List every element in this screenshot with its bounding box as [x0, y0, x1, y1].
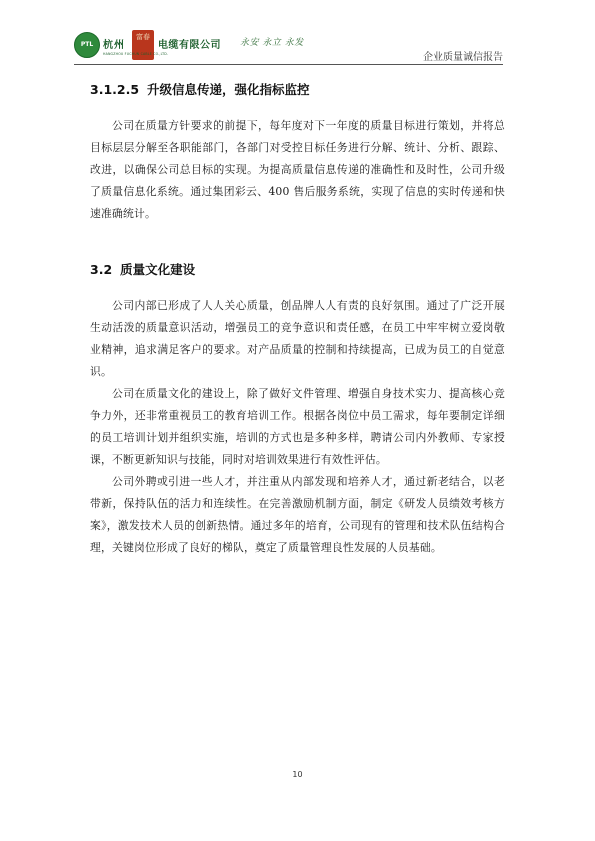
company-logo-icon	[74, 32, 100, 58]
section-number: 3.1.2.5	[90, 82, 140, 97]
section-heading	[90, 80, 505, 98]
logo-company-name: 电缆有限公司	[158, 40, 221, 51]
body-paragraph: 公司外聘或引进一些人才，并注重从内部发现和培养人才，通过新老结合，以老带新，保持队伍的活力和连续性。在完善激励机制方面，制定《研发人员绩效考核方案》，激发技术人员的创新热情。通过多年的培育，公司现有的管理和技术队伍结构合理，关键岗位形成了良好的梯队，奠定了质量管理良性发展的人员基础。	[90, 475, 505, 554]
body-paragraph: 公司在质量文化的建设上，除了做好文件管理、增强自身技术实力、提高核心竞争力外，还非常重视员工的教育培训工作。根据各岗位中员工需求，每年要制定详细的员工培训计划并组织实施，培训的方式也是多种多样，聘请公司内外教师、专家授课，不断更新知识与技能，同时对培训效果进行有效性评估。	[90, 387, 505, 466]
logo-seal-text: 富春	[136, 33, 150, 41]
page-header	[74, 30, 503, 64]
section-title: 升级信息传递，强化指标监控	[147, 82, 310, 97]
logo-badge-text: PTL	[80, 41, 94, 48]
header-divider	[74, 64, 503, 65]
logo-slogan: 永安 永立 永发	[240, 38, 304, 48]
logo-city-name: 杭州	[103, 40, 125, 51]
section-3-2-body	[90, 295, 505, 559]
section-title: 质量文化建设	[120, 262, 196, 277]
section-3-1-2-5-body	[90, 115, 505, 225]
section-number: 3.2	[90, 262, 113, 277]
logo-english-name: HANGZHOU FUCHUN CABLE CO.,LTD.	[103, 52, 169, 56]
body-paragraph: 公司内部已形成了人人关心质量，创品牌人人有责的良好氛围。通过了广泛开展生动活泼的质量意识活动，增强员工的竞争意识和责任感，在员工中牢牢树立爱岗敬业精神，追求满足客户的要求。对产品质量的控制和持续提高，已成为员工的自觉意识。	[90, 299, 505, 378]
section-3-2	[90, 260, 505, 278]
page-number: 10	[292, 770, 303, 779]
body-paragraph: 公司在质量方针要求的前提下，每年度对下一年度的质量目标进行策划，并将总目标层层分解至各职能部门，各部门对受控目标任务进行分解、统计、分析、跟踪、改进，以确保公司总目标的实现。为提高质量信息传递的准确性和及时性，公司升级了质量信息化系统。通过集团彩云、400 售后服务系统，实现了信息的实时传递和快速准确统计。	[90, 119, 505, 220]
report-title: 企业质量诚信报告	[423, 52, 503, 63]
section-heading	[90, 260, 505, 278]
section-3-1-2-5	[90, 80, 505, 98]
